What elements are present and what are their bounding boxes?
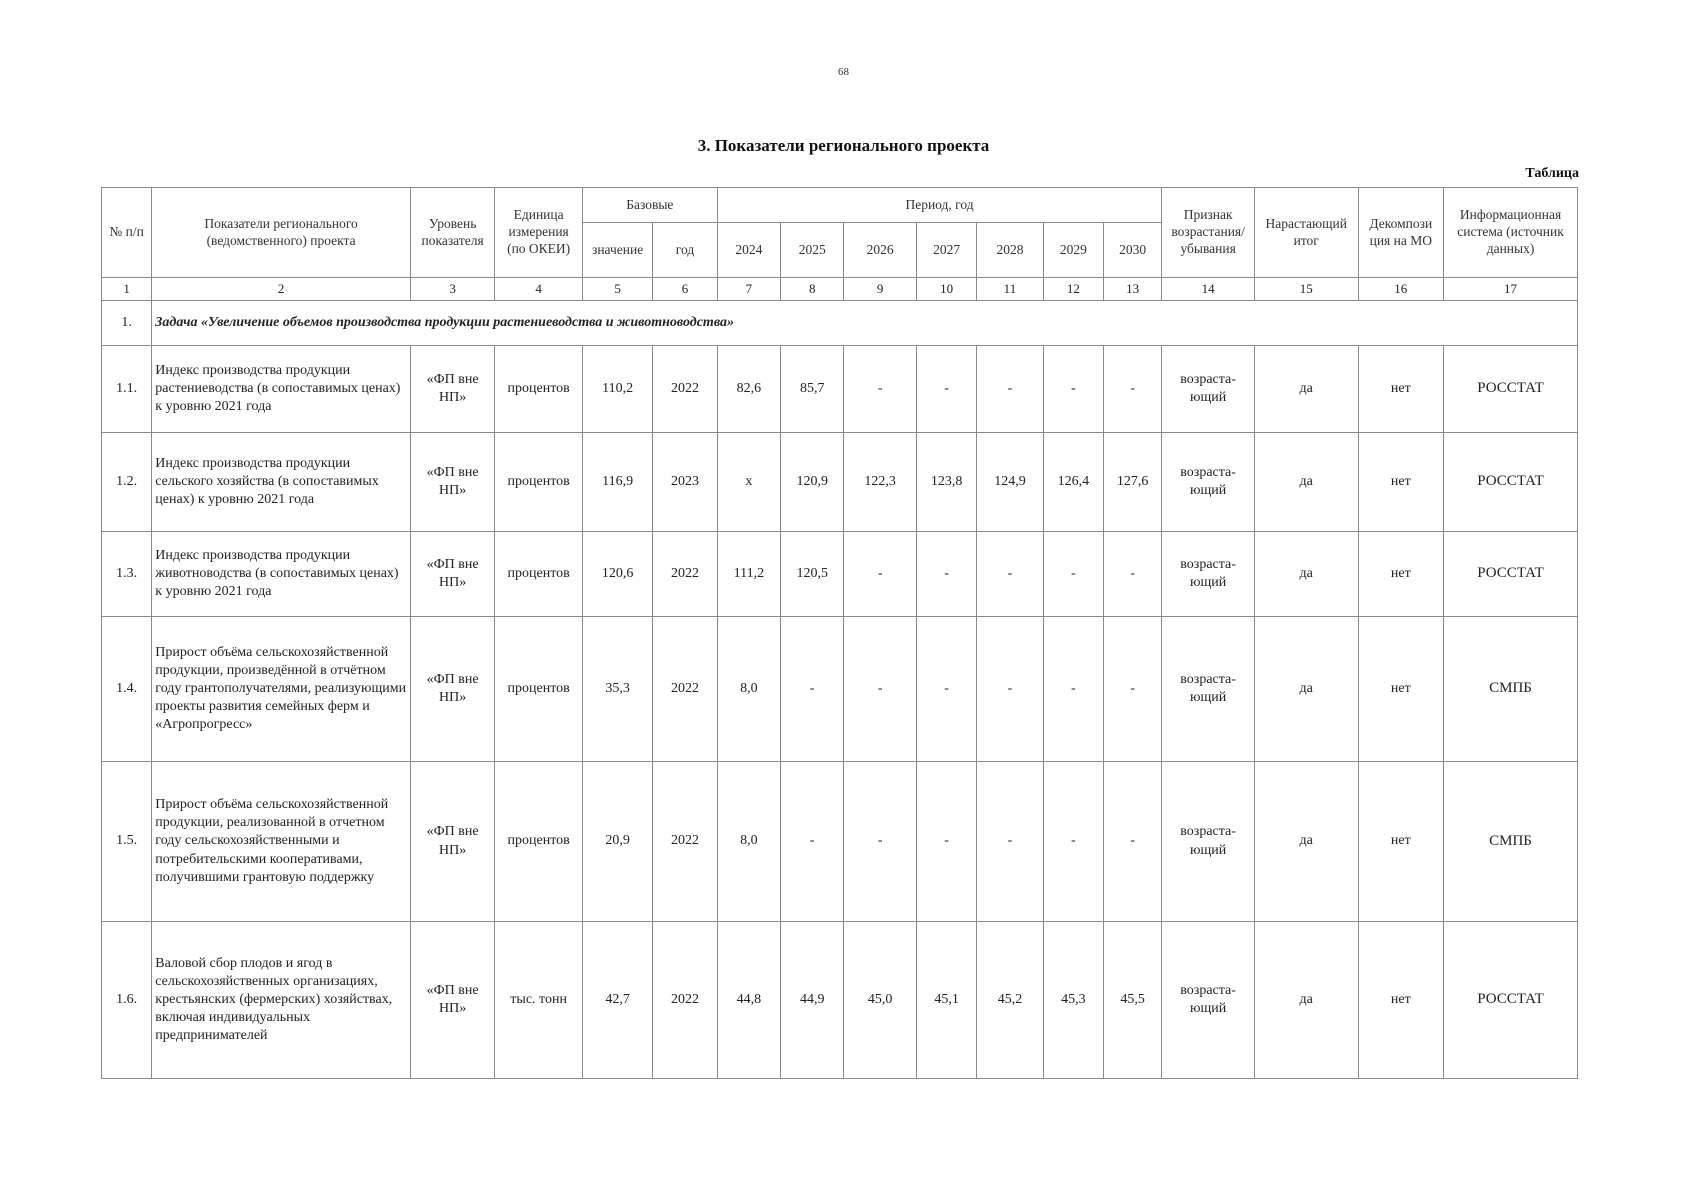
column-number: 2 — [152, 278, 411, 301]
column-number: 9 — [844, 278, 916, 301]
period-value-2028: 45,2 — [977, 922, 1043, 1079]
header-trend: Признак возрастания/ убывания — [1162, 188, 1255, 278]
period-value-2028: - — [977, 346, 1043, 433]
indicator-level: «ФП вне НП» — [410, 433, 495, 532]
indicator-unit: процентов — [495, 762, 583, 922]
period-value-2025: 120,5 — [781, 532, 844, 617]
header-indicator: Показатели регионального (ведомственного) проекта — [152, 188, 411, 278]
header-level: Уровень показателя — [410, 188, 495, 278]
period-value-2025: 44,9 — [781, 922, 844, 1079]
indicator-unit: процентов — [495, 532, 583, 617]
period-value-2025: 120,9 — [781, 433, 844, 532]
indicator-name: Валовой сбор плодов и ягод в сельскохозяйственных организациях, крестьянских (фермерских) хозяйствах, включая индивидуальных предпринимателей — [152, 922, 411, 1079]
table-caption: Таблица — [1525, 166, 1579, 181]
period-value-2027: - — [916, 617, 976, 762]
table-row — [102, 532, 1578, 617]
period-value-2029: - — [1043, 762, 1103, 922]
indicator-unit: процентов — [495, 346, 583, 433]
period-value-2026: 122,3 — [844, 433, 916, 532]
row-num: 1.2. — [102, 433, 152, 532]
column-number: 13 — [1104, 278, 1162, 301]
header-unit: Единица измерения (по ОКЕИ) — [495, 188, 583, 278]
column-number: 11 — [977, 278, 1043, 301]
header-year: 2026 — [844, 223, 916, 278]
header-info-system: Информационная система (источник данных) — [1444, 188, 1578, 278]
period-value-2024: 8,0 — [717, 617, 780, 762]
task-num: 1. — [102, 301, 152, 346]
data-source: СМПБ — [1444, 617, 1578, 762]
period-value-2027: 123,8 — [916, 433, 976, 532]
base-value: 42,7 — [582, 922, 652, 1079]
indicator-name: Прирост объёма сельскохозяйственной продукции, реализованной в отчетном году сельскохозяйственными и потребительскими кооперативами, получившими грантовую поддержку — [152, 762, 411, 922]
row-num: 1.1. — [102, 346, 152, 433]
cumulative-total: да — [1254, 346, 1358, 433]
period-value-2029: 45,3 — [1043, 922, 1103, 1079]
table-row — [102, 922, 1578, 1079]
period-value-2027: - — [916, 762, 976, 922]
header-year: 2028 — [977, 223, 1043, 278]
trend-sign: возраста-ющий — [1162, 922, 1255, 1079]
decomposition: нет — [1358, 346, 1444, 433]
base-year: 2022 — [653, 346, 717, 433]
base-value: 20,9 — [582, 762, 652, 922]
period-value-2027: 45,1 — [916, 922, 976, 1079]
column-number: 8 — [781, 278, 844, 301]
base-value: 35,3 — [582, 617, 652, 762]
column-number: 3 — [410, 278, 495, 301]
indicator-name: Индекс производства продукции растениеводства (в сопоставимых ценах) к уровню 2021 года — [152, 346, 411, 433]
header-year: 2024 — [717, 223, 780, 278]
task-title: Задача «Увеличение объемов производства продукции растениеводства и животноводства» — [152, 301, 1578, 346]
indicator-unit: тыс. тонн — [495, 922, 583, 1079]
period-value-2024: х — [717, 433, 780, 532]
trend-sign: возраста-ющий — [1162, 762, 1255, 922]
header-year: 2025 — [781, 223, 844, 278]
header-year: 2030 — [1104, 223, 1162, 278]
indicator-level: «ФП вне НП» — [410, 762, 495, 922]
decomposition: нет — [1358, 922, 1444, 1079]
column-number-row — [102, 278, 1578, 301]
trend-sign: возраста-ющий — [1162, 346, 1255, 433]
header-year: 2027 — [916, 223, 976, 278]
indicator-name: Индекс производства продукции животноводства (в сопоставимых ценах) к уровню 2021 года — [152, 532, 411, 617]
column-number: 4 — [495, 278, 583, 301]
row-num: 1.5. — [102, 762, 152, 922]
column-number: 1 — [102, 278, 152, 301]
period-value-2030: 45,5 — [1104, 922, 1162, 1079]
cumulative-total: да — [1254, 617, 1358, 762]
column-number: 12 — [1043, 278, 1103, 301]
row-num: 1.3. — [102, 532, 152, 617]
period-value-2030: 127,6 — [1104, 433, 1162, 532]
data-source: РОССТАТ — [1444, 346, 1578, 433]
indicator-unit: процентов — [495, 433, 583, 532]
header-num: № п/п — [102, 188, 152, 278]
period-value-2026: 45,0 — [844, 922, 916, 1079]
column-number: 10 — [916, 278, 976, 301]
period-value-2029: - — [1043, 617, 1103, 762]
base-value: 110,2 — [582, 346, 652, 433]
period-value-2025: - — [781, 617, 844, 762]
trend-sign: возраста-ющий — [1162, 617, 1255, 762]
column-number: 16 — [1358, 278, 1444, 301]
period-value-2025: - — [781, 762, 844, 922]
base-year: 2022 — [653, 617, 717, 762]
decomposition: нет — [1358, 762, 1444, 922]
period-value-2029: - — [1043, 346, 1103, 433]
base-year: 2022 — [653, 762, 717, 922]
indicator-name: Индекс производства продукции сельского хозяйства (в сопоставимых ценах) к уровню 2021 года — [152, 433, 411, 532]
indicators-table — [101, 187, 1578, 1079]
period-value-2024: 44,8 — [717, 922, 780, 1079]
decomposition: нет — [1358, 617, 1444, 762]
header-base-value: значение — [582, 223, 652, 278]
page-number: 68 — [838, 66, 849, 78]
data-source: РОССТАТ — [1444, 433, 1578, 532]
table-row — [102, 346, 1578, 433]
column-number: 5 — [582, 278, 652, 301]
data-source: СМПБ — [1444, 762, 1578, 922]
period-value-2029: 126,4 — [1043, 433, 1103, 532]
period-value-2026: - — [844, 617, 916, 762]
task-row — [102, 301, 1578, 346]
base-year: 2022 — [653, 532, 717, 617]
decomposition: нет — [1358, 433, 1444, 532]
period-value-2028: 124,9 — [977, 433, 1043, 532]
indicator-unit: процентов — [495, 617, 583, 762]
base-year: 2022 — [653, 922, 717, 1079]
indicator-level: «ФП вне НП» — [410, 922, 495, 1079]
indicator-level: «ФП вне НП» — [410, 617, 495, 762]
table-row — [102, 762, 1578, 922]
period-value-2028: - — [977, 617, 1043, 762]
header-period: Период, год — [717, 188, 1162, 223]
base-value: 116,9 — [582, 433, 652, 532]
indicator-level: «ФП вне НП» — [410, 532, 495, 617]
header-decomposition: Декомпози ция на МО — [1358, 188, 1444, 278]
trend-sign: возраста-ющий — [1162, 532, 1255, 617]
cumulative-total: да — [1254, 433, 1358, 532]
period-value-2024: 8,0 — [717, 762, 780, 922]
indicator-level: «ФП вне НП» — [410, 346, 495, 433]
cumulative-total: да — [1254, 922, 1358, 1079]
trend-sign: возраста-ющий — [1162, 433, 1255, 532]
header-base-year: год — [653, 223, 717, 278]
period-value-2029: - — [1043, 532, 1103, 617]
decomposition: нет — [1358, 532, 1444, 617]
column-number: 17 — [1444, 278, 1578, 301]
period-value-2030: - — [1104, 346, 1162, 433]
base-value: 120,6 — [582, 532, 652, 617]
indicator-rows — [102, 346, 1578, 1079]
period-value-2026: - — [844, 762, 916, 922]
period-value-2024: 111,2 — [717, 532, 780, 617]
row-num: 1.4. — [102, 617, 152, 762]
column-number: 7 — [717, 278, 780, 301]
period-value-2028: - — [977, 762, 1043, 922]
table-row — [102, 617, 1578, 762]
data-source: РОССТАТ — [1444, 922, 1578, 1079]
period-value-2030: - — [1104, 532, 1162, 617]
column-number: 6 — [653, 278, 717, 301]
period-value-2030: - — [1104, 617, 1162, 762]
base-year: 2023 — [653, 433, 717, 532]
row-num: 1.6. — [102, 922, 152, 1079]
indicator-name: Прирост объёма сельскохозяйственной продукции, произведённой в отчётном году грантополучателями, реализующими проекты развития семейных ферм и «Агропрогресс» — [152, 617, 411, 762]
cumulative-total: да — [1254, 532, 1358, 617]
period-value-2026: - — [844, 532, 916, 617]
header-base: Базовые — [582, 188, 717, 223]
column-number: 15 — [1254, 278, 1358, 301]
period-value-2024: 82,6 — [717, 346, 780, 433]
period-value-2025: 85,7 — [781, 346, 844, 433]
cumulative-total: да — [1254, 762, 1358, 922]
period-value-2030: - — [1104, 762, 1162, 922]
column-number: 14 — [1162, 278, 1255, 301]
header-cumulative: Нарастающий итог — [1254, 188, 1358, 278]
period-value-2027: - — [916, 346, 976, 433]
period-value-2026: - — [844, 346, 916, 433]
data-source: РОССТАТ — [1444, 532, 1578, 617]
header-year: 2029 — [1043, 223, 1103, 278]
period-value-2028: - — [977, 532, 1043, 617]
page-title: 3. Показатели регионального проекта — [697, 136, 990, 155]
period-value-2027: - — [916, 532, 976, 617]
table-row — [102, 433, 1578, 532]
